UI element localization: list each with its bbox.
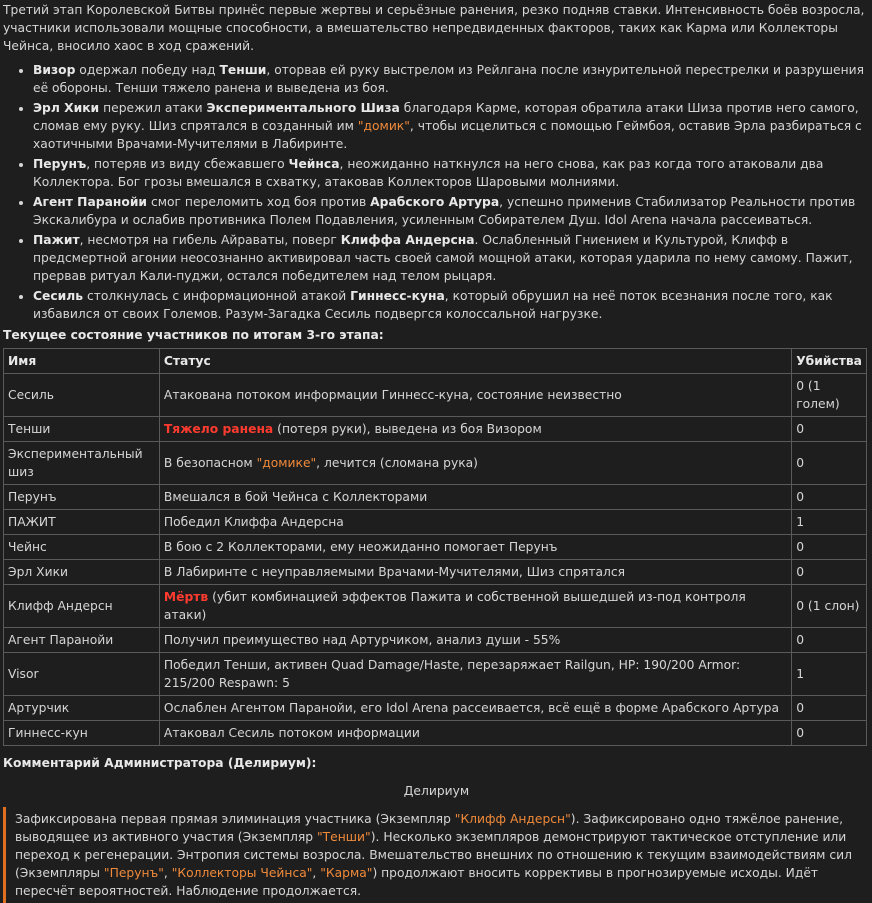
cell-name: Сесиль bbox=[4, 374, 160, 417]
bold-text: Эрл Хики bbox=[33, 101, 100, 115]
table-header-row bbox=[4, 349, 867, 374]
header-status: Статус bbox=[159, 349, 791, 374]
text-fragment: , лечится (сломана рука) bbox=[316, 456, 478, 470]
text-fragment: , bbox=[312, 866, 321, 880]
admin-name: Делириум bbox=[403, 784, 470, 798]
event-item bbox=[33, 99, 870, 153]
header-name: Имя bbox=[4, 349, 160, 374]
text-fragment: В бою с 2 Коллекторами, ему неожиданно помогает Перунъ bbox=[163, 540, 558, 554]
cell-status bbox=[159, 585, 791, 628]
bold-text: Экспериментального Шиза bbox=[206, 101, 400, 115]
cell-status bbox=[159, 374, 791, 417]
participants-table bbox=[3, 348, 867, 746]
cell-status bbox=[159, 442, 791, 485]
event-item bbox=[33, 287, 870, 323]
text-fragment: пережил атаки bbox=[99, 101, 207, 115]
text-fragment: столкнулась с информационной атакой bbox=[83, 289, 351, 303]
cell-kills: 0 bbox=[792, 442, 867, 485]
cell-status bbox=[159, 653, 791, 696]
table-row bbox=[4, 721, 867, 746]
cell-kills: 0 bbox=[792, 535, 867, 560]
intro-paragraph: Третий этап Королевской Битвы принёс первые жертвы и серьёзные ранения, резко подняв ставки. Интенсивность боёв возросла, участники использовали мощные способности, а вмешательство непредвиденных факторов, таких как Карма или Коллекторы Чейнса, вносило хаос в ход сражений. bbox=[3, 3, 865, 53]
cell-kills: 0 bbox=[792, 696, 867, 721]
cell-status bbox=[159, 560, 791, 585]
cell-status bbox=[159, 510, 791, 535]
cell-kills: 0 bbox=[792, 417, 867, 442]
bold-text: Сесиль bbox=[33, 289, 84, 303]
text-fragment: , потеряв из виду сбежавшего bbox=[86, 157, 289, 171]
cell-status bbox=[159, 628, 791, 653]
text-fragment: , чтобы исцелиться с помощью Геймбоя, оставив Эрла разбираться с хаотичными Врачами-Мучителями в Лабиринте. bbox=[33, 119, 862, 151]
cell-name: Эрл Хики bbox=[4, 560, 160, 585]
bold-text: Тенши bbox=[219, 63, 267, 77]
alert-text: Тяжело ранена bbox=[163, 422, 274, 436]
bold-text: Чейнса bbox=[288, 157, 340, 171]
text-fragment: (потеря руки), выведена из боя Визором bbox=[273, 422, 542, 436]
event-item bbox=[33, 155, 870, 191]
highlight-text: "Перунъ" bbox=[103, 866, 164, 880]
event-item bbox=[33, 61, 870, 97]
text-fragment: , несмотря на гибель Айраваты, поверг bbox=[79, 233, 341, 247]
cell-name: Visor bbox=[4, 653, 160, 696]
text-fragment: благодаря Карме, которая обратила атаки Шиза против него самого, сломав ему руку. Шиз спрятался в созданный им bbox=[33, 101, 859, 133]
cell-status bbox=[159, 696, 791, 721]
events-list bbox=[3, 61, 870, 323]
cell-name: Клифф Андерсн bbox=[4, 585, 160, 628]
cell-status bbox=[159, 535, 791, 560]
cell-name: Тенши bbox=[4, 417, 160, 442]
bold-text: Агент Паранойи bbox=[33, 195, 148, 209]
cell-kills: 0 bbox=[792, 628, 867, 653]
bold-text: Визор bbox=[33, 63, 76, 77]
text-fragment: Атакована потоком информации Гиннесс-куна, состояние неизвестно bbox=[163, 388, 622, 402]
text-fragment: В Лабиринте с неуправляемыми Врачами-Мучителями, Шиз спрятался bbox=[163, 565, 626, 579]
text-fragment: , успешно применив Стабилизатор Реальности против Экскалибура и ослабив противника Полем Подавления, усиленным Собирателем Душ. Idol Arena начала рассеиваться. bbox=[33, 195, 856, 227]
text-fragment: В безопасном bbox=[163, 456, 257, 470]
cell-name: Экспериментальный шиз bbox=[4, 442, 160, 485]
table-row bbox=[4, 560, 867, 585]
text-fragment: ) продолжают вносить коррективы в прогнозируемые исходы. Идёт пересчёт вероятностей. Наблюдение продолжается. bbox=[15, 866, 819, 898]
cell-kills: 1 bbox=[792, 653, 867, 696]
table-row bbox=[4, 535, 867, 560]
cell-kills: 0 bbox=[792, 485, 867, 510]
table-row bbox=[4, 485, 867, 510]
cell-name: Артурчик bbox=[4, 696, 160, 721]
cell-name: ПАЖИТ bbox=[4, 510, 160, 535]
text-fragment: Зафиксирована первая прямая элиминация участника (Экземпляр bbox=[15, 812, 455, 826]
table-title: Текущее состояние участников по итогам 3-го этапа: bbox=[3, 328, 384, 342]
text-fragment: Получил преимущество над Артурчиком, анализ души - 55% bbox=[163, 633, 561, 647]
text-fragment: , неожиданно наткнулся на него снова, как раз когда того атаковали два Коллектора. Бог грозы вмешался в схватку, атаковав Коллекторов Шаровыми молниями. bbox=[33, 157, 824, 189]
table-row bbox=[4, 653, 867, 696]
page bbox=[0, 1, 872, 903]
admin-quote bbox=[3, 807, 870, 903]
table-row bbox=[4, 585, 867, 628]
cell-status bbox=[159, 417, 791, 442]
text-fragment: одержал победу над bbox=[75, 63, 220, 77]
cell-kills: 0 bbox=[792, 560, 867, 585]
cell-name: Перунъ bbox=[4, 485, 160, 510]
cell-name: Гиннесс-кун bbox=[4, 721, 160, 746]
text-fragment: , оторвав ей руку выстрелом из Рейлгана после изнурительной перестрелки и разрушения её обороны. Тенши тяжело ранена и выведена из боя. bbox=[33, 63, 865, 95]
bold-text: Гиннесс-куна bbox=[350, 289, 445, 303]
alert-text: Мёртв bbox=[163, 590, 209, 604]
event-item bbox=[33, 193, 870, 229]
text-fragment: , который обрушил на неё поток всезнания после того, как избавился от своих Големов. Разум-Загадка Сесиль подвергся колоссальной нагрузке. bbox=[33, 289, 833, 321]
text-fragment: Атаковал Сесиль потоком информации bbox=[163, 726, 420, 740]
highlight-text: "Коллекторы Чейнса" bbox=[171, 866, 313, 880]
cell-kills: 1 bbox=[792, 510, 867, 535]
bold-text: Перунъ bbox=[33, 157, 87, 171]
highlight-text: "Тенши" bbox=[317, 830, 371, 844]
cell-name: Агент Паранойи bbox=[4, 628, 160, 653]
text-fragment: ). Зафиксировано одно тяжёлое ранение, выводящее из активного участия (Экземпляр bbox=[15, 812, 844, 844]
highlight-text: "Клифф Андерсн" bbox=[454, 812, 571, 826]
text-fragment: Победил Клиффа Андерсна bbox=[163, 515, 344, 529]
admin-comment-title: Комментарий Администратора (Делириум): bbox=[3, 756, 317, 770]
table-row bbox=[4, 696, 867, 721]
bold-text: Клиффа Андерсна bbox=[340, 233, 475, 247]
highlight-text: "Карма" bbox=[320, 866, 373, 880]
text-fragment: (убит комбинацией эффектов Пажита и собственной вышедшей из-под контроля атаки) bbox=[163, 590, 746, 622]
cell-kills: 0 (1 слон) bbox=[792, 585, 867, 628]
text-fragment: , bbox=[163, 866, 172, 880]
text-fragment: Ослаблен Агентом Паранойи, его Idol Arena рассеивается, всё ещё в форме Арабского Артура bbox=[163, 701, 779, 715]
table-row bbox=[4, 628, 867, 653]
text-fragment: Вмешался в бой Чейнса с Коллекторами bbox=[163, 490, 428, 504]
table-row bbox=[4, 417, 867, 442]
text-fragment: . Ослабленный Гниением и Культурой, Клифф в предсмертной агонии неосознанно активировал часть своей самой мощной атаки, которая ударила по нему самому. Пажит, прервав ритуал Кали-пуджи, остался победителем над телом рыцаря. bbox=[33, 233, 853, 283]
text-fragment: смог переломить ход боя против bbox=[147, 195, 371, 209]
table-row bbox=[4, 374, 867, 417]
cell-status bbox=[159, 485, 791, 510]
highlight-text: "домик" bbox=[357, 119, 410, 133]
text-fragment: Победил Тенши, активен Quad Damage/Haste, перезаряжает Railgun, HP: 190/200 Armor: 215/200 Respawn: 5 bbox=[163, 658, 741, 690]
cell-name: Чейнс bbox=[4, 535, 160, 560]
header-kills: Убийства bbox=[792, 349, 867, 374]
table-row bbox=[4, 442, 867, 485]
event-item bbox=[33, 231, 870, 285]
table-row bbox=[4, 510, 867, 535]
bold-text: Арабского Артура bbox=[370, 195, 500, 209]
highlight-text: "домике" bbox=[256, 456, 317, 470]
cell-kills: 0 bbox=[792, 721, 867, 746]
cell-kills: 0 (1 голем) bbox=[792, 374, 867, 417]
cell-status bbox=[159, 721, 791, 746]
text-fragment: ). Несколько экземпляров демонстрируют тактическое отступление или переход к регенерации. Энтропия системы возросла. Вмешательство внешних по отношению к текущим взаимодействиям сил (Экземпляры bbox=[15, 830, 852, 880]
bold-text: Пажит bbox=[33, 233, 80, 247]
